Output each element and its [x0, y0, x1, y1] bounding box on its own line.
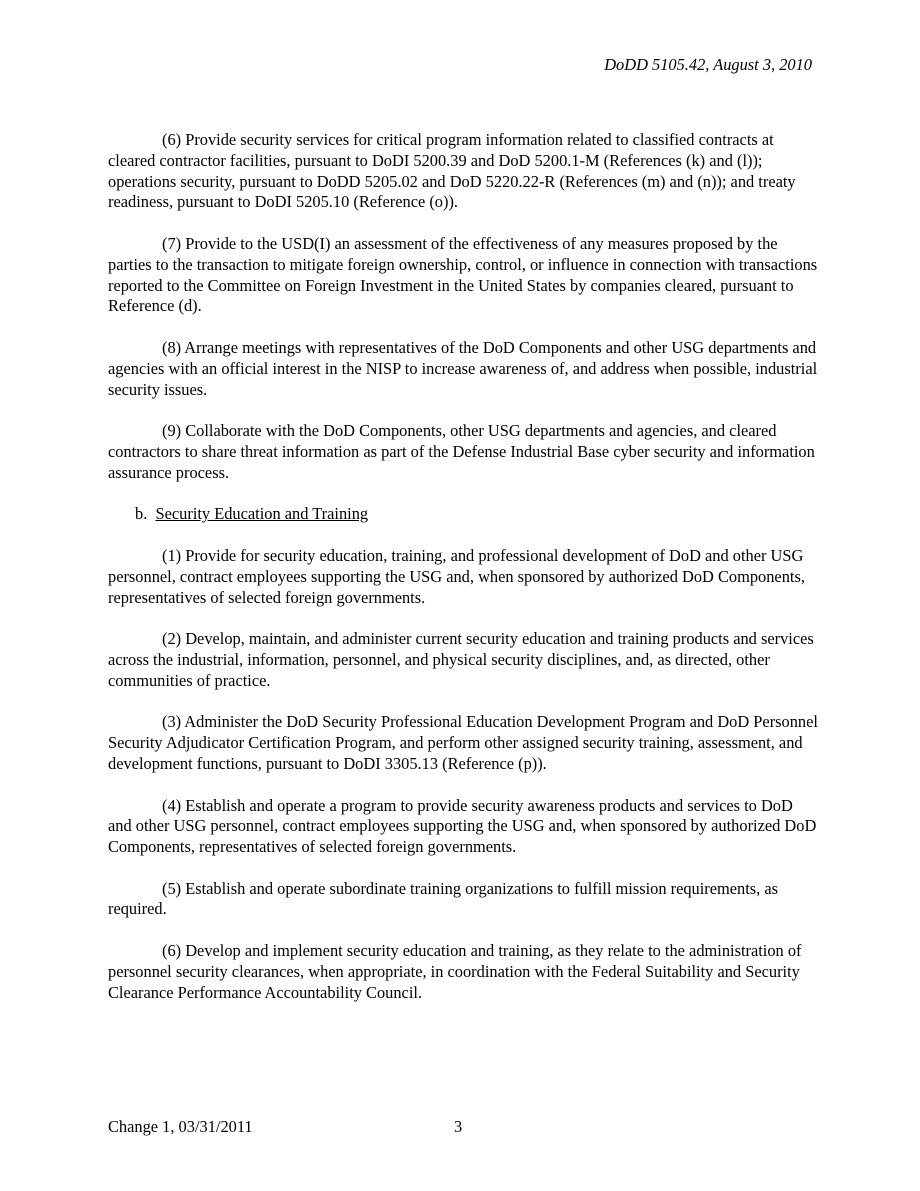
paragraph-a6: (6) Provide security services for critical program information related to classified contracts at cleared contractor facilities, pursuant to DoDI 5200.39 and DoD 5200.1-M (References (k) and (l)); operations security, pursuant to DoDD 5205.02 and DoD 5220.22-R (References (m) and (n)); and treaty readiness, pursuant to DoDI 5205.10 (Reference (o)).: [108, 130, 796, 212]
paragraph-a9: (9) Collaborate with the DoD Components, other USG departments and agencies, and cleared contractors to share threat information as part of the Defense Industrial Base cyber security and information assurance process.: [108, 421, 815, 482]
paragraph-b3: (3) Administer the DoD Security Professional Education Development Program and DoD Personnel Security Adjudicator Certification Program, and perform other assigned security training, assessment, and development functions, pursuant to DoDI 3305.13 (Reference (p)).: [108, 712, 818, 773]
document-body: [108, 130, 820, 1024]
footer-change-note: Change 1, 03/31/2011: [108, 1117, 253, 1136]
section-b-heading: [108, 504, 820, 525]
paragraph-b1: (1) Provide for security education, training, and professional development of DoD and other USG personnel, contract employees supporting the USG and, when sponsored by authorized DoD Components, representatives of selected foreign governments.: [108, 545, 805, 607]
paragraph-b5: (5) Establish and operate subordinate training organizations to fulfill mission requirements, as required.: [108, 878, 779, 919]
section-b-title: Security Education and Training: [155, 504, 369, 524]
paragraph-b2: (2) Develop, maintain, and administer current security education and training products and services across the industrial, information, personnel, and physical security disciplines, and, as directed, other communities of practice.: [108, 629, 814, 690]
paragraph-b4: (4) Establish and operate a program to provide security awareness products and services to DoD and other USG personnel, contract employees supporting the USG and, when sponsored by authorized DoD Components, representatives of selected foreign governments.: [108, 795, 817, 857]
paragraph-a8: (8) Arrange meetings with representatives of the DoD Components and other USG departments and agencies with an official interest in the NISP to increase awareness of, and address when possible, industrial security issues.: [108, 337, 818, 399]
paragraph-b6: (6) Develop and implement security education and training, as they relate to the administration of personnel security clearances, when appropriate, in coordination with the Federal Suitability and Security Clearance Performance Accountability Council.: [108, 941, 802, 1002]
document-reference: DoDD 5105.42, August 3, 2010: [604, 55, 812, 74]
section-b-label: b.: [135, 504, 148, 524]
page-number: 3: [454, 1117, 463, 1136]
paragraph-a7: (7) Provide to the USD(I) an assessment of the effectiveness of any measures proposed by the parties to the transaction to mitigate foreign ownership, control, or influence in connection with transactions reported to the Committee on Foreign Investment in the United States by companies cleared, pursuant to Reference (d).: [108, 233, 818, 316]
